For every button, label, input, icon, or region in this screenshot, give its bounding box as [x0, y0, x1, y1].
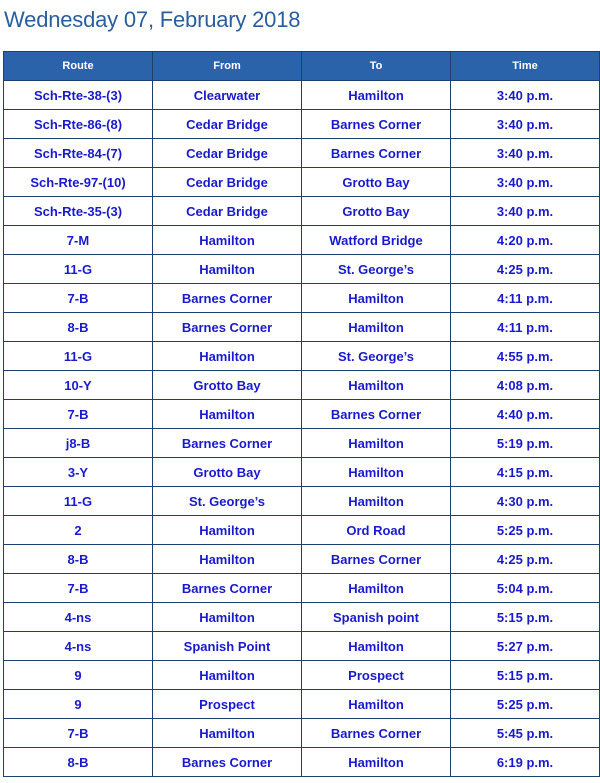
table-row: [4, 661, 600, 690]
table-row: [4, 690, 600, 719]
time-cell: 4:40 p.m.: [451, 400, 600, 429]
from-cell: Hamilton: [153, 400, 302, 429]
to-cell: Hamilton: [302, 284, 451, 313]
from-cell: Hamilton: [153, 661, 302, 690]
from-cell: Barnes Corner: [153, 284, 302, 313]
from-cell: Hamilton: [153, 545, 302, 574]
from-cell: Cedar Bridge: [153, 168, 302, 197]
time-cell: 5:04 p.m.: [451, 574, 600, 603]
from-cell: Hamilton: [153, 603, 302, 632]
column-header-route: Route: [4, 52, 153, 81]
to-cell: Hamilton: [302, 81, 451, 110]
to-cell: Barnes Corner: [302, 400, 451, 429]
from-cell: St. George’s: [153, 487, 302, 516]
route-cell: 9: [4, 690, 153, 719]
from-cell: Barnes Corner: [153, 429, 302, 458]
route-cell: Sch-Rte-86-(8): [4, 110, 153, 139]
table-row: [4, 110, 600, 139]
route-cell: 2: [4, 516, 153, 545]
from-cell: Hamilton: [153, 342, 302, 371]
route-cell: 4-ns: [4, 603, 153, 632]
column-header-to: To: [302, 52, 451, 81]
from-cell: Hamilton: [153, 226, 302, 255]
table-row: [4, 719, 600, 748]
route-cell: 8-B: [4, 748, 153, 777]
route-cell: 8-B: [4, 313, 153, 342]
time-cell: 6:19 p.m.: [451, 748, 600, 777]
table-row: [4, 168, 600, 197]
route-cell: 7-B: [4, 400, 153, 429]
to-cell: Hamilton: [302, 371, 451, 400]
to-cell: Hamilton: [302, 487, 451, 516]
table-row: [4, 603, 600, 632]
route-cell: 11-G: [4, 255, 153, 284]
from-cell: Cedar Bridge: [153, 197, 302, 226]
from-cell: Grotto Bay: [153, 371, 302, 400]
to-cell: Barnes Corner: [302, 545, 451, 574]
table-header: [4, 52, 600, 81]
to-cell: Barnes Corner: [302, 110, 451, 139]
route-cell: 3-Y: [4, 458, 153, 487]
time-cell: 4:08 p.m.: [451, 371, 600, 400]
route-cell: Sch-Rte-35-(3): [4, 197, 153, 226]
time-cell: 4:55 p.m.: [451, 342, 600, 371]
to-cell: Watford Bridge: [302, 226, 451, 255]
time-cell: 4:30 p.m.: [451, 487, 600, 516]
route-cell: Sch-Rte-38-(3): [4, 81, 153, 110]
to-cell: Hamilton: [302, 632, 451, 661]
time-cell: 5:15 p.m.: [451, 603, 600, 632]
to-cell: Spanish point: [302, 603, 451, 632]
to-cell: Hamilton: [302, 429, 451, 458]
time-cell: 4:15 p.m.: [451, 458, 600, 487]
from-cell: Cedar Bridge: [153, 110, 302, 139]
route-cell: Sch-Rte-84-(7): [4, 139, 153, 168]
table-row: [4, 139, 600, 168]
to-cell: Hamilton: [302, 574, 451, 603]
to-cell: Ord Road: [302, 516, 451, 545]
route-cell: Sch-Rte-97-(10): [4, 168, 153, 197]
table-row: [4, 748, 600, 777]
column-header-time: Time: [451, 52, 600, 81]
from-cell: Barnes Corner: [153, 574, 302, 603]
route-cell: 7-B: [4, 284, 153, 313]
to-cell: Barnes Corner: [302, 139, 451, 168]
time-cell: 3:40 p.m.: [451, 110, 600, 139]
table-body: [4, 81, 600, 777]
from-cell: Clearwater: [153, 81, 302, 110]
from-cell: Grotto Bay: [153, 458, 302, 487]
table-row: [4, 429, 600, 458]
table-row: [4, 574, 600, 603]
route-cell: 7-B: [4, 574, 153, 603]
time-cell: 5:25 p.m.: [451, 690, 600, 719]
to-cell: Prospect: [302, 661, 451, 690]
time-cell: 5:45 p.m.: [451, 719, 600, 748]
table-row: [4, 458, 600, 487]
table-row: [4, 255, 600, 284]
time-cell: 4:25 p.m.: [451, 545, 600, 574]
time-cell: 5:27 p.m.: [451, 632, 600, 661]
time-cell: 5:25 p.m.: [451, 516, 600, 545]
from-cell: Spanish Point: [153, 632, 302, 661]
time-cell: 3:40 p.m.: [451, 168, 600, 197]
bus-schedule-table: [3, 51, 600, 777]
time-cell: 5:19 p.m.: [451, 429, 600, 458]
to-cell: Hamilton: [302, 690, 451, 719]
route-cell: j8-B: [4, 429, 153, 458]
from-cell: Hamilton: [153, 719, 302, 748]
time-cell: 5:15 p.m.: [451, 661, 600, 690]
from-cell: Prospect: [153, 690, 302, 719]
table-row: [4, 545, 600, 574]
to-cell: St. George’s: [302, 255, 451, 284]
from-cell: Cedar Bridge: [153, 139, 302, 168]
route-cell: 11-G: [4, 342, 153, 371]
table-row: [4, 487, 600, 516]
table-row: [4, 400, 600, 429]
time-cell: 3:40 p.m.: [451, 139, 600, 168]
table-row: [4, 342, 600, 371]
table-row: [4, 226, 600, 255]
table-row: [4, 371, 600, 400]
to-cell: Barnes Corner: [302, 719, 451, 748]
from-cell: Hamilton: [153, 516, 302, 545]
route-cell: 7-B: [4, 719, 153, 748]
time-cell: 4:25 p.m.: [451, 255, 600, 284]
header-row: [4, 52, 600, 81]
time-cell: 3:40 p.m.: [451, 197, 600, 226]
to-cell: St. George’s: [302, 342, 451, 371]
route-cell: 7-M: [4, 226, 153, 255]
route-cell: 10-Y: [4, 371, 153, 400]
to-cell: Grotto Bay: [302, 168, 451, 197]
table-row: [4, 632, 600, 661]
to-cell: Hamilton: [302, 748, 451, 777]
route-cell: 8-B: [4, 545, 153, 574]
table-row: [4, 284, 600, 313]
to-cell: Hamilton: [302, 458, 451, 487]
time-cell: 3:40 p.m.: [451, 81, 600, 110]
column-header-from: From: [153, 52, 302, 81]
to-cell: Grotto Bay: [302, 197, 451, 226]
table-row: [4, 81, 600, 110]
to-cell: Hamilton: [302, 313, 451, 342]
time-cell: 4:20 p.m.: [451, 226, 600, 255]
time-cell: 4:11 p.m.: [451, 313, 600, 342]
from-cell: Barnes Corner: [153, 748, 302, 777]
route-cell: 4-ns: [4, 632, 153, 661]
table-row: [4, 516, 600, 545]
table-row: [4, 313, 600, 342]
from-cell: Barnes Corner: [153, 313, 302, 342]
page-title: Wednesday 07, February 2018: [4, 7, 301, 32]
time-cell: 4:11 p.m.: [451, 284, 600, 313]
table-row: [4, 197, 600, 226]
route-cell: 9: [4, 661, 153, 690]
route-cell: 11-G: [4, 487, 153, 516]
from-cell: Hamilton: [153, 255, 302, 284]
